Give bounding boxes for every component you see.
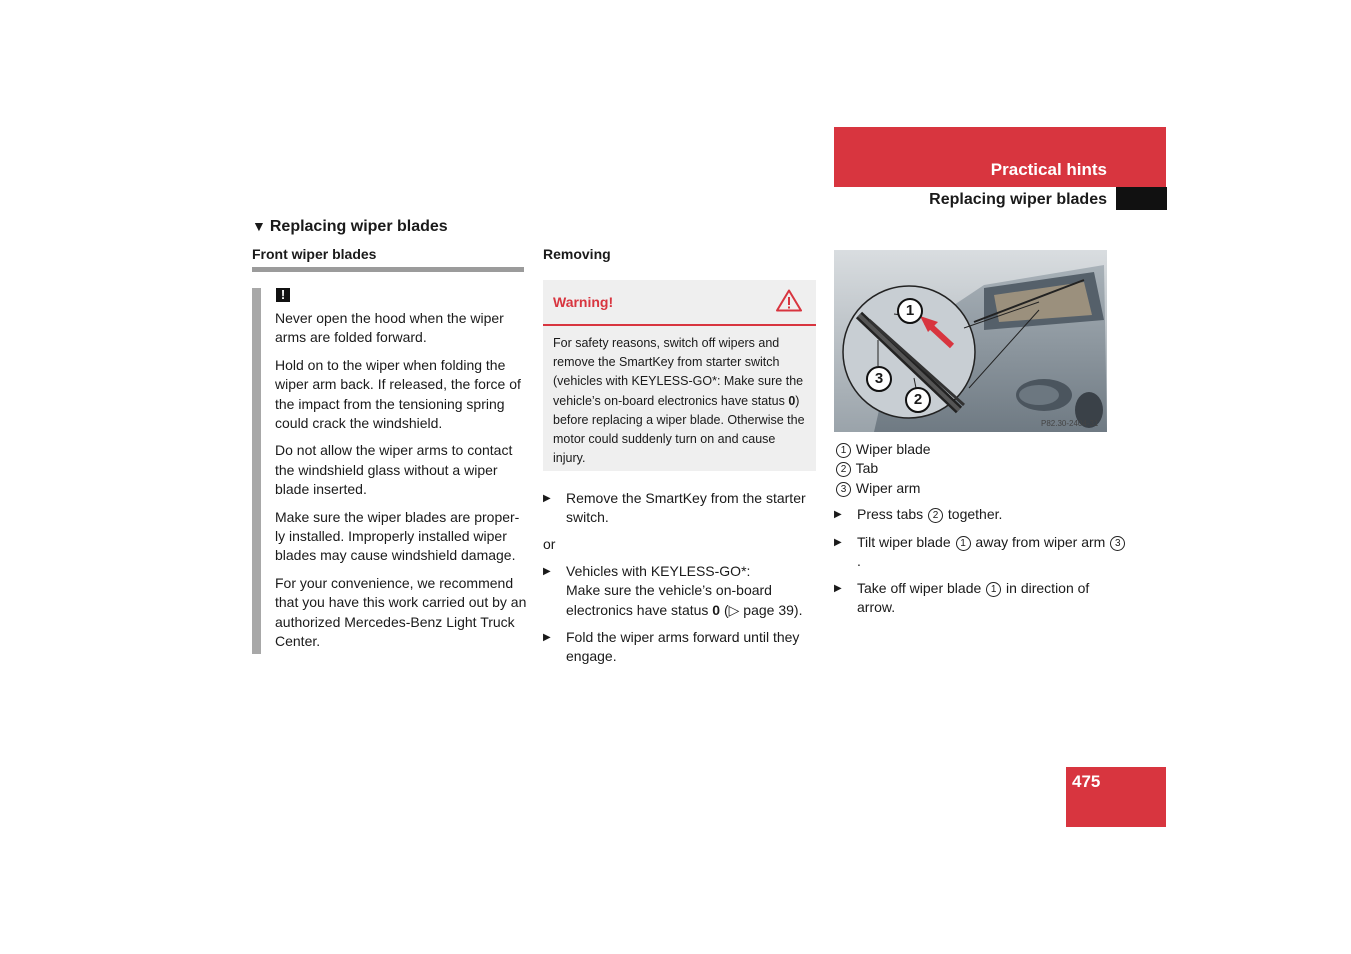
warning-text-bold: 0 xyxy=(788,393,796,408)
step-text: Vehicles with KEYLESS-GO*: xyxy=(566,563,751,579)
number-circle: 1 xyxy=(986,582,1001,597)
step-text: Take off wiper blade xyxy=(857,580,986,596)
notice-paragraph: Do not allow the wiper arms to contact the windshield glass without a wiper blade inserted. xyxy=(275,442,513,498)
page-number: 475 xyxy=(1072,772,1101,791)
exclamation-icon: ! xyxy=(276,288,290,302)
list-item xyxy=(834,533,1130,572)
legend-label: Wiper arm xyxy=(855,479,921,496)
legend-label: Wiper blade xyxy=(855,441,931,457)
triangle-down-icon: ▼ xyxy=(252,218,266,234)
number-circle: 1 xyxy=(836,443,851,458)
wiper-blade-photo xyxy=(834,250,1107,432)
step-text: Make sure the vehicle’s on-board electronics have status xyxy=(566,582,772,618)
warning-text-part: ) before replacing a wiper blade. Otherwise the motor could suddenly turn on and cause injury. xyxy=(553,393,805,466)
arrow-right-icon: ▶ xyxy=(543,632,551,643)
arrow-right-icon: ▶ xyxy=(543,566,551,577)
list-item xyxy=(543,628,839,667)
list-item xyxy=(543,489,839,528)
removing-heading: Removing xyxy=(543,246,611,262)
notice-text xyxy=(275,309,527,660)
number-circle: 2 xyxy=(836,462,851,477)
step-text: away from wiper arm xyxy=(971,534,1110,550)
page-title-text: Replacing wiper blades xyxy=(269,218,448,235)
subsection-title: Replacing wiper blades xyxy=(929,191,1107,208)
notice-paragraph: Hold on to the wiper when folding the wiper arm back. If released, the force of the impact from the tensioning spring could crack the windshield. xyxy=(275,356,521,432)
step-text: together. xyxy=(944,506,1003,522)
header-tab-marker xyxy=(1116,187,1167,210)
callout-3: 3 xyxy=(866,366,892,392)
front-wiper-heading: Front wiper blades xyxy=(252,246,524,272)
legend xyxy=(835,440,931,498)
number-circle: 3 xyxy=(1110,536,1125,551)
step-text: . xyxy=(857,553,861,570)
car-illustration xyxy=(834,250,1107,432)
warning-triangle-icon xyxy=(776,289,802,312)
list-item xyxy=(543,562,839,620)
number-circle: 2 xyxy=(928,508,943,523)
or-text: or xyxy=(543,536,556,552)
warning-text xyxy=(543,326,816,468)
warning-header xyxy=(543,280,816,326)
section-title: Practical hints xyxy=(990,160,1107,179)
warning-title: Warning! xyxy=(553,294,614,310)
notice-paragraph: Never open the hood when the wiper arms are folded forward. xyxy=(275,310,504,346)
number-circle: 1 xyxy=(956,536,971,551)
step-text: Tilt wiper blade xyxy=(857,534,955,550)
arrow-right-icon: ▶ xyxy=(834,583,842,594)
legend-item xyxy=(835,459,931,478)
page-reference: (▷ page 39). xyxy=(720,601,803,618)
list-item xyxy=(834,505,1130,524)
notice-paragraph: For your convenience, we recommend that you have this work carried out by an authorized Mercedes-Benz Light Truck Center. xyxy=(275,574,527,650)
callout-1: 1 xyxy=(897,298,923,324)
legend-item xyxy=(835,440,931,459)
legend-item xyxy=(835,479,931,498)
warning-text-part: For safety reasons, switch off wipers and remove the SmartKey from starter switch (vehicles with KEYLESS-GO*: Make sure the vehicle’s on-board electronics have status xyxy=(553,336,804,408)
arrow-right-icon: ▶ xyxy=(543,493,551,504)
callout-2: 2 xyxy=(905,387,931,413)
step-text: Press tabs xyxy=(857,506,928,522)
notice-paragraph: Make sure the wiper blades are proper-ly installed. Improperly installed wiper blades may cause windshield damage. xyxy=(275,508,520,564)
legend-label: Tab xyxy=(855,460,879,477)
image-code: P82.30-2404-31 xyxy=(1041,419,1099,428)
step-text: in direction of arrow. xyxy=(857,580,1090,616)
number-circle: 3 xyxy=(836,482,851,497)
step-text-bold: 0 xyxy=(712,601,721,618)
warning-box xyxy=(543,280,816,471)
page-title xyxy=(252,218,448,236)
notice-bar xyxy=(252,288,261,654)
arrow-right-icon: ▶ xyxy=(834,537,842,548)
arrow-right-icon: ▶ xyxy=(834,509,842,520)
step-text: Fold the wiper arms forward until they engage. xyxy=(566,629,800,665)
step-text: Remove the SmartKey from the starter switch. xyxy=(566,490,806,526)
list-item xyxy=(834,579,1130,618)
